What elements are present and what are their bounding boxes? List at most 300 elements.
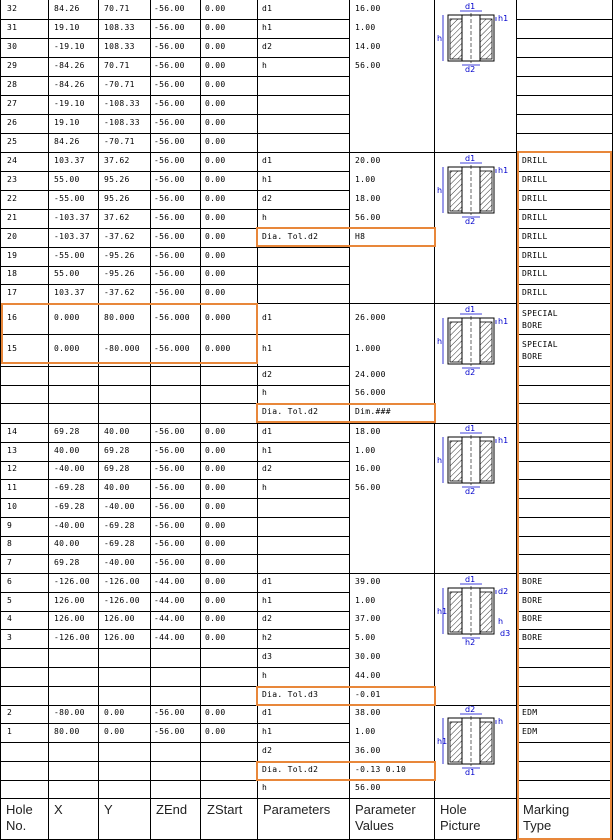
column-divider: [48, 0, 49, 840]
cell-mark: DRILL: [522, 251, 548, 260]
cell-param: Dia. Tol.d2: [262, 765, 319, 774]
cell-no: 22: [7, 194, 18, 203]
cell-zstart: 0.00: [205, 539, 226, 548]
row-divider: [0, 385, 349, 386]
dimension-label: d1: [465, 154, 476, 163]
cell-param: d2: [262, 42, 273, 51]
cell-x: -69.28: [54, 502, 85, 511]
column-divider: [200, 0, 201, 840]
header-hole-no: Hole No.: [6, 802, 33, 833]
cell-zstart: 0.00: [205, 61, 226, 70]
cell-mark: BORE: [522, 614, 543, 623]
cell-no: 16: [7, 313, 18, 322]
row-divider: [0, 76, 349, 77]
cell-zend: -56.000: [154, 344, 190, 353]
cell-no: 5: [7, 596, 13, 605]
cell-zend: -56.000: [154, 313, 190, 322]
cell-param: h1: [262, 344, 273, 353]
cell-zstart: 0.00: [205, 23, 226, 32]
cell-param: h: [262, 671, 268, 680]
row-divider: [0, 19, 349, 20]
cell-no: 13: [7, 446, 18, 455]
cell-no: 25: [7, 137, 18, 146]
header-x: X: [54, 802, 63, 817]
column-divider: [0, 0, 1, 840]
cell-x: -19.10: [54, 99, 85, 108]
cell-mark: SPECIAL BORE: [522, 340, 558, 361]
cell-zstart: 0.00: [205, 633, 226, 642]
cell-no: 29: [7, 61, 18, 70]
row-divider: [0, 57, 349, 58]
cell-no: 11: [7, 483, 18, 492]
cell-value: 38.00: [355, 708, 381, 717]
hole-picture-0: [434, 3, 516, 73]
row-divider: [0, 366, 349, 367]
cell-y: 69.28: [104, 446, 130, 455]
row-divider: [0, 209, 349, 210]
row-divider: [0, 133, 349, 134]
header-y: Y: [104, 802, 113, 817]
cell-param: h1: [262, 596, 273, 605]
cell-x: -55.00: [54, 251, 85, 260]
cell-x: 19.10: [54, 118, 80, 127]
cell-no: 32: [7, 4, 18, 13]
cell-zend: -56.00: [154, 118, 185, 127]
cell-zend: -56.00: [154, 42, 185, 51]
row-divider: [0, 190, 349, 191]
cell-zend: -44.00: [154, 577, 185, 586]
cell-value: H8: [355, 232, 366, 241]
cell-x: -40.00: [54, 521, 85, 530]
cell-y: 37.62: [104, 156, 130, 165]
cell-zstart: 0.00: [205, 558, 226, 567]
hole-picture-4: [434, 576, 516, 646]
cell-y: -70.71: [104, 137, 135, 146]
cell-zstart: 0.00: [205, 596, 226, 605]
cell-y: 126.00: [104, 614, 135, 623]
cell-param: d2: [262, 746, 273, 755]
cell-x: 69.28: [54, 558, 80, 567]
cell-y: -37.62: [104, 288, 135, 297]
cell-zend: -56.00: [154, 464, 185, 473]
row-divider: [0, 461, 349, 462]
cell-value: 24.000: [355, 370, 386, 379]
cell-param: d1: [262, 4, 273, 13]
cell-y: 40.00: [104, 427, 130, 436]
cell-no: 24: [7, 156, 18, 165]
cell-value: 56.00: [355, 483, 381, 492]
cell-mark: DRILL: [522, 213, 548, 222]
cell-param: d1: [262, 708, 273, 717]
cell-zstart: 0.00: [205, 194, 226, 203]
cell-param: d1: [262, 427, 273, 436]
cell-zstart: 0.00: [205, 427, 226, 436]
dimension-label: h2: [465, 638, 476, 647]
cell-no: 9: [7, 521, 13, 530]
cell-x: -40.00: [54, 464, 85, 473]
cell-mark: DRILL: [522, 156, 548, 165]
cell-zstart: 0.00: [205, 521, 226, 530]
dimension-label: d1: [465, 305, 476, 314]
cell-y: 70.71: [104, 4, 130, 13]
highlight-box: [1, 303, 258, 364]
cell-x: -69.28: [54, 483, 85, 492]
cell-param: d1: [262, 577, 273, 586]
cell-zstart: 0.00: [205, 708, 226, 717]
cell-zstart: 0.00: [205, 483, 226, 492]
row-divider: [0, 114, 349, 115]
cell-value: -0.01: [355, 690, 381, 699]
cell-zend: -56.00: [154, 99, 185, 108]
cell-value: 20.00: [355, 156, 381, 165]
cell-x: -126.00: [54, 633, 90, 642]
row-divider: [516, 57, 613, 58]
cell-x: 84.26: [54, 137, 80, 146]
cell-param: h2: [262, 633, 273, 642]
cell-no: 7: [7, 558, 13, 567]
dimension-label: h: [498, 717, 504, 726]
cell-zend: -44.00: [154, 633, 185, 642]
dimension-label: h: [437, 456, 443, 465]
cell-value: 37.00: [355, 614, 381, 623]
cell-no: 18: [7, 269, 18, 278]
cell-no: 8: [7, 539, 13, 548]
cell-zend: -56.00: [154, 251, 185, 260]
cell-no: 19: [7, 251, 18, 260]
highlight-box: [256, 686, 436, 706]
cell-mark: EDM: [522, 727, 538, 736]
cell-zstart: 0.00: [205, 42, 226, 51]
cell-value: 39.00: [355, 577, 381, 586]
hole-picture-5: [434, 706, 516, 776]
cell-zend: -56.00: [154, 232, 185, 241]
row-divider: [0, 171, 349, 172]
cell-value: 56.00: [355, 783, 381, 792]
row-divider: [0, 266, 349, 267]
cell-x: 55.00: [54, 269, 80, 278]
dimension-label: h1: [498, 166, 509, 175]
cell-no: 6: [7, 577, 13, 586]
cell-param: Dia. Tol.d3: [262, 690, 319, 699]
column-divider: [150, 0, 151, 840]
cell-x: 0.000: [54, 313, 80, 322]
cell-value: Dim.###: [355, 407, 391, 416]
cell-no: 15: [7, 344, 18, 353]
cell-param: h: [262, 483, 268, 492]
cell-x: 80.00: [54, 727, 80, 736]
row-divider: [0, 479, 349, 480]
cell-x: -126.00: [54, 577, 90, 586]
cell-value: 5.00: [355, 633, 376, 642]
cell-value: 56.000: [355, 388, 386, 397]
cell-x: 126.00: [54, 614, 85, 623]
cell-zstart: 0.00: [205, 502, 226, 511]
cell-zstart: 0.000: [205, 313, 231, 322]
header-zend: ZEnd: [156, 802, 188, 817]
cell-no: 14: [7, 427, 18, 436]
dimension-label: d2: [465, 368, 476, 377]
cell-zend: -56.00: [154, 156, 185, 165]
cell-y: 40.00: [104, 483, 130, 492]
column-divider: [98, 0, 99, 840]
cell-param: d1: [262, 156, 273, 165]
cell-zstart: 0.00: [205, 614, 226, 623]
cell-value: 18.00: [355, 427, 381, 436]
cell-zend: -56.00: [154, 558, 185, 567]
highlight-box: [256, 403, 436, 423]
cell-y: 69.28: [104, 464, 130, 473]
dimension-label: d1: [465, 768, 476, 777]
cell-y: 37.62: [104, 213, 130, 222]
dimension-label: d1: [465, 2, 476, 11]
row-divider: [0, 723, 349, 724]
cell-mark: DRILL: [522, 194, 548, 203]
cell-y: -40.00: [104, 502, 135, 511]
cell-param: d2: [262, 370, 273, 379]
cell-y: 95.26: [104, 175, 130, 184]
cell-x: -103.37: [54, 213, 90, 222]
cell-param: h: [262, 213, 268, 222]
cell-zend: -56.00: [154, 175, 185, 184]
cell-param: d2: [262, 614, 273, 623]
cell-zstart: 0.00: [205, 464, 226, 473]
cell-no: 28: [7, 80, 18, 89]
cell-zend: -56.00: [154, 521, 185, 530]
cell-zstart: 0.00: [205, 4, 226, 13]
row-divider: [516, 76, 613, 77]
cell-value: 56.00: [355, 213, 381, 222]
cell-value: 36.00: [355, 746, 381, 755]
cell-param: h1: [262, 727, 273, 736]
cell-y: -37.62: [104, 232, 135, 241]
cell-param: d2: [262, 194, 273, 203]
cell-mark: BORE: [522, 577, 543, 586]
cell-zend: -56.00: [154, 194, 185, 203]
dimension-label: h: [437, 34, 443, 43]
cell-mark: DRILL: [522, 288, 548, 297]
cell-x: 103.37: [54, 288, 85, 297]
dimension-label: d2: [465, 705, 476, 714]
cell-mark: DRILL: [522, 232, 548, 241]
dimension-label: d2: [465, 65, 476, 74]
cell-value: 44.00: [355, 671, 381, 680]
cell-y: 108.33: [104, 23, 135, 32]
cell-no: 1: [7, 727, 13, 736]
cell-value: 1.00: [355, 23, 376, 32]
cell-mark: DRILL: [522, 175, 548, 184]
row-divider: [516, 19, 613, 20]
cell-y: -95.26: [104, 251, 135, 260]
cell-zend: -56.00: [154, 61, 185, 70]
cell-param: d2: [262, 464, 273, 473]
cell-zend: -44.00: [154, 596, 185, 605]
cell-x: -55.00: [54, 194, 85, 203]
cell-zend: -56.00: [154, 727, 185, 736]
hole-picture-1: [434, 155, 516, 225]
cell-value: 1.00: [355, 175, 376, 184]
cell-x: 84.26: [54, 4, 80, 13]
cell-zstart: 0.00: [205, 80, 226, 89]
row-divider: [0, 648, 349, 649]
dimension-label: h1: [437, 737, 448, 746]
cell-param: d3: [262, 652, 273, 661]
row-divider: [0, 667, 349, 668]
dimension-label: h1: [498, 436, 509, 445]
cell-value: 1.000: [355, 344, 381, 353]
cell-x: 19.10: [54, 23, 80, 32]
cell-param: Dia. Tol.d2: [262, 232, 319, 241]
dimension-label: d2: [465, 487, 476, 496]
row-divider: [0, 554, 349, 555]
cell-x: -80.00: [54, 708, 85, 717]
cell-value: 18.00: [355, 194, 381, 203]
cell-no: 21: [7, 213, 18, 222]
cell-value: 26.000: [355, 313, 386, 322]
cell-y: 0.00: [104, 708, 125, 717]
cell-y: -69.28: [104, 539, 135, 548]
cell-no: 4: [7, 614, 13, 623]
cell-zend: -56.00: [154, 213, 185, 222]
dimension-label: d3: [500, 629, 511, 638]
cell-y: -69.28: [104, 521, 135, 530]
cell-y: -108.33: [104, 118, 140, 127]
cell-mark: SPECIAL BORE: [522, 309, 558, 330]
dimension-label: h: [437, 337, 443, 346]
cell-value: 1.00: [355, 596, 376, 605]
cell-x: 40.00: [54, 539, 80, 548]
cell-x: 0.000: [54, 344, 80, 353]
cell-y: 70.71: [104, 61, 130, 70]
cell-value: 56.00: [355, 61, 381, 70]
cell-x: -19.10: [54, 42, 85, 51]
cell-no: 2: [7, 708, 13, 717]
cell-y: 126.00: [104, 633, 135, 642]
dimension-label: d2: [465, 217, 476, 226]
row-divider: [0, 284, 349, 285]
dimension-label: d1: [465, 575, 476, 584]
cell-x: -84.26: [54, 61, 85, 70]
cell-param: d1: [262, 313, 273, 322]
cell-y: -95.26: [104, 269, 135, 278]
cell-mark: EDM: [522, 708, 538, 717]
cell-zend: -56.00: [154, 446, 185, 455]
cell-x: -84.26: [54, 80, 85, 89]
row-divider: [0, 517, 349, 518]
cell-mark: BORE: [522, 633, 543, 642]
dimension-label: h1: [498, 14, 509, 23]
cell-no: 3: [7, 633, 13, 642]
hole-picture-2: [434, 306, 516, 376]
cell-x: 126.00: [54, 596, 85, 605]
row-divider: [0, 247, 349, 248]
cell-zend: -56.00: [154, 708, 185, 717]
cell-zend: -56.00: [154, 4, 185, 13]
row-divider: [516, 133, 613, 134]
cell-value: -0.13 0.10: [355, 765, 407, 774]
cell-param: h: [262, 61, 268, 70]
cell-y: -126.00: [104, 596, 140, 605]
cell-zstart: 0.00: [205, 269, 226, 278]
cell-param: h: [262, 783, 268, 792]
cell-y: 0.00: [104, 727, 125, 736]
dimension-label: h: [498, 617, 504, 626]
row-divider: [0, 38, 349, 39]
cell-no: 31: [7, 23, 18, 32]
cell-zend: -56.00: [154, 23, 185, 32]
hole-picture-3: [434, 425, 516, 495]
cell-mark: DRILL: [522, 269, 548, 278]
highlight-box: [256, 227, 436, 247]
cell-x: 40.00: [54, 446, 80, 455]
cell-x: 55.00: [54, 175, 80, 184]
dimension-label: h: [437, 186, 443, 195]
cell-mark: BORE: [522, 596, 543, 605]
cell-zstart: 0.00: [205, 213, 226, 222]
cell-param: h1: [262, 23, 273, 32]
cell-zend: -56.00: [154, 502, 185, 511]
row-divider: [516, 38, 613, 39]
highlight-box: [256, 761, 436, 781]
row-divider: [0, 629, 349, 630]
row-divider: [0, 536, 349, 537]
dimension-label: h1: [437, 607, 448, 616]
cell-zstart: 0.00: [205, 727, 226, 736]
cell-no: 23: [7, 175, 18, 184]
cell-zstart: 0.00: [205, 118, 226, 127]
cell-zstart: 0.00: [205, 137, 226, 146]
cell-param: h1: [262, 446, 273, 455]
cell-zstart: 0.00: [205, 175, 226, 184]
dimension-label: h1: [498, 317, 509, 326]
cell-zstart: 0.00: [205, 446, 226, 455]
cell-zend: -56.00: [154, 483, 185, 492]
cell-y: -108.33: [104, 99, 140, 108]
row-divider: [0, 742, 349, 743]
row-divider: [0, 442, 349, 443]
cell-no: 30: [7, 42, 18, 51]
cell-zstart: 0.00: [205, 251, 226, 260]
cell-value: 1.00: [355, 727, 376, 736]
cell-zstart: 0.000: [205, 344, 231, 353]
highlight-box: [517, 151, 612, 840]
header-zstart: ZStart: [207, 802, 243, 817]
cell-y: 108.33: [104, 42, 135, 51]
dimension-label: d2: [498, 587, 509, 596]
cell-zend: -56.00: [154, 427, 185, 436]
cell-param: h1: [262, 175, 273, 184]
cell-value: 16.00: [355, 4, 381, 13]
cell-value: 30.00: [355, 652, 381, 661]
dimension-label: d1: [465, 424, 476, 433]
row-divider: [0, 95, 349, 96]
row-divider: [516, 95, 613, 96]
row-divider: [0, 611, 349, 612]
cell-param: Dia. Tol.d2: [262, 407, 319, 416]
header-parameter-values: Parameter Values: [355, 802, 416, 833]
cell-y: 95.26: [104, 194, 130, 203]
cell-no: 20: [7, 232, 18, 241]
cell-zstart: 0.00: [205, 577, 226, 586]
header-parameters: Parameters: [263, 802, 331, 817]
cell-y: -70.71: [104, 80, 135, 89]
cell-zstart: 0.00: [205, 99, 226, 108]
cell-y: 80.000: [104, 313, 135, 322]
cell-x: 103.37: [54, 156, 85, 165]
cell-zend: -44.00: [154, 614, 185, 623]
cell-zend: -56.00: [154, 80, 185, 89]
cell-no: 12: [7, 464, 18, 473]
cell-value: 14.00: [355, 42, 381, 51]
